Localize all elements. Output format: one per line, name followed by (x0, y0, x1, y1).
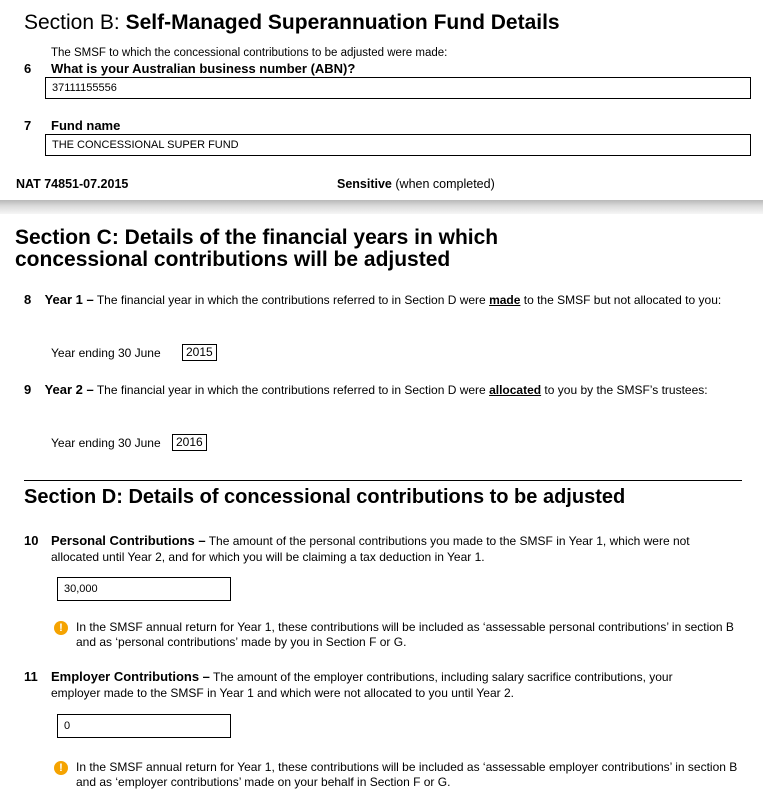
question-6-label: What is your Australian business number (ABN)? (51, 61, 356, 76)
year-1-label: Year ending 30 June (51, 346, 161, 360)
year-2-field[interactable]: 2016 (172, 434, 207, 451)
question-9-emphasis: allocated (489, 383, 542, 397)
question-11 (51, 669, 711, 701)
section-b-heading-title: Self-Managed Superannuation Fund Details (125, 11, 560, 34)
question-9-lead: Year 2 – (44, 382, 94, 397)
page-break (0, 200, 763, 214)
question-8-text-before: The financial year in which the contributions referred to in Section D were (93, 293, 490, 307)
section-b-heading (24, 11, 560, 35)
question-6-number: 6 (24, 61, 32, 76)
year-2-label: Year ending 30 June (51, 436, 161, 450)
question-10-text: The amount of the personal contributions you made to the SMSF in Year 1, which were not allocated until Year 2, and for which you will be claiming a tax deduction in Year 1. (51, 534, 690, 564)
employer-contributions-field[interactable]: 0 (57, 714, 231, 738)
warning-icon: ! (54, 621, 68, 635)
year-1-field[interactable]: 2015 (182, 344, 217, 361)
question-9-text-before: The financial year in which the contributions referred to in Section D were (93, 383, 490, 397)
question-10-number: 10 (24, 533, 39, 548)
section-b-intro: The SMSF to which the concessional contributions to be adjusted were made: (51, 47, 448, 59)
question-8-lead: Year 1 – (44, 292, 94, 307)
section-divider (24, 480, 742, 481)
question-8 (24, 292, 754, 308)
section-b-heading-prefix: Section B: (24, 11, 126, 34)
question-9-number: 9 (24, 382, 32, 397)
question-8-emphasis: made (489, 293, 521, 307)
abn-field[interactable]: 37111155556 (45, 77, 751, 99)
question-8-text-after: to the SMSF but not allocated to you: (520, 293, 722, 307)
question-11-number: 11 (24, 669, 38, 684)
form-code: NAT 74851-07.2015 (16, 177, 129, 191)
sensitive-label: Sensitive (337, 177, 392, 191)
question-10-lead: Personal Contributions – (51, 533, 206, 548)
personal-contributions-field[interactable]: 30,000 (57, 577, 231, 601)
question-10 (51, 533, 711, 565)
warning-icon: ! (54, 761, 68, 775)
question-7-label: Fund name (51, 118, 121, 133)
question-11-note: In the SMSF annual return for Year 1, these contributions will be included as ‘assessable employer contributions’ in section B and as ‘employer contributions’ made on your behalf in Section F or G. (76, 760, 738, 789)
fund-name-field[interactable]: THE CONCESSIONAL SUPER FUND (45, 134, 751, 156)
question-8-number: 8 (24, 292, 32, 307)
sensitive-note: (when completed) (395, 177, 495, 191)
question-9-text-after: to you by the SMSF’s trustees: (541, 383, 708, 397)
section-d-heading: Section D: Details of concessional contributions to be adjusted (24, 486, 626, 508)
question-7-number: 7 (24, 118, 32, 133)
sensitive-marking (337, 177, 495, 191)
question-11-text: The amount of the employer contributions, including salary sacrifice contributions, your employer made to the SMSF in Year 1 and which were not allocated to you until Year 2. (51, 670, 673, 700)
question-10-note: In the SMSF annual return for Year 1, these contributions will be included as ‘assessable personal contributions’ in section B and as ‘personal contributions’ made by you in Section F or G. (76, 620, 734, 649)
question-11-lead: Employer Contributions – (51, 669, 210, 684)
question-9 (24, 382, 754, 398)
section-c-heading: Section C: Details of the financial years in which concessional contributions will be adjusted (15, 226, 499, 271)
